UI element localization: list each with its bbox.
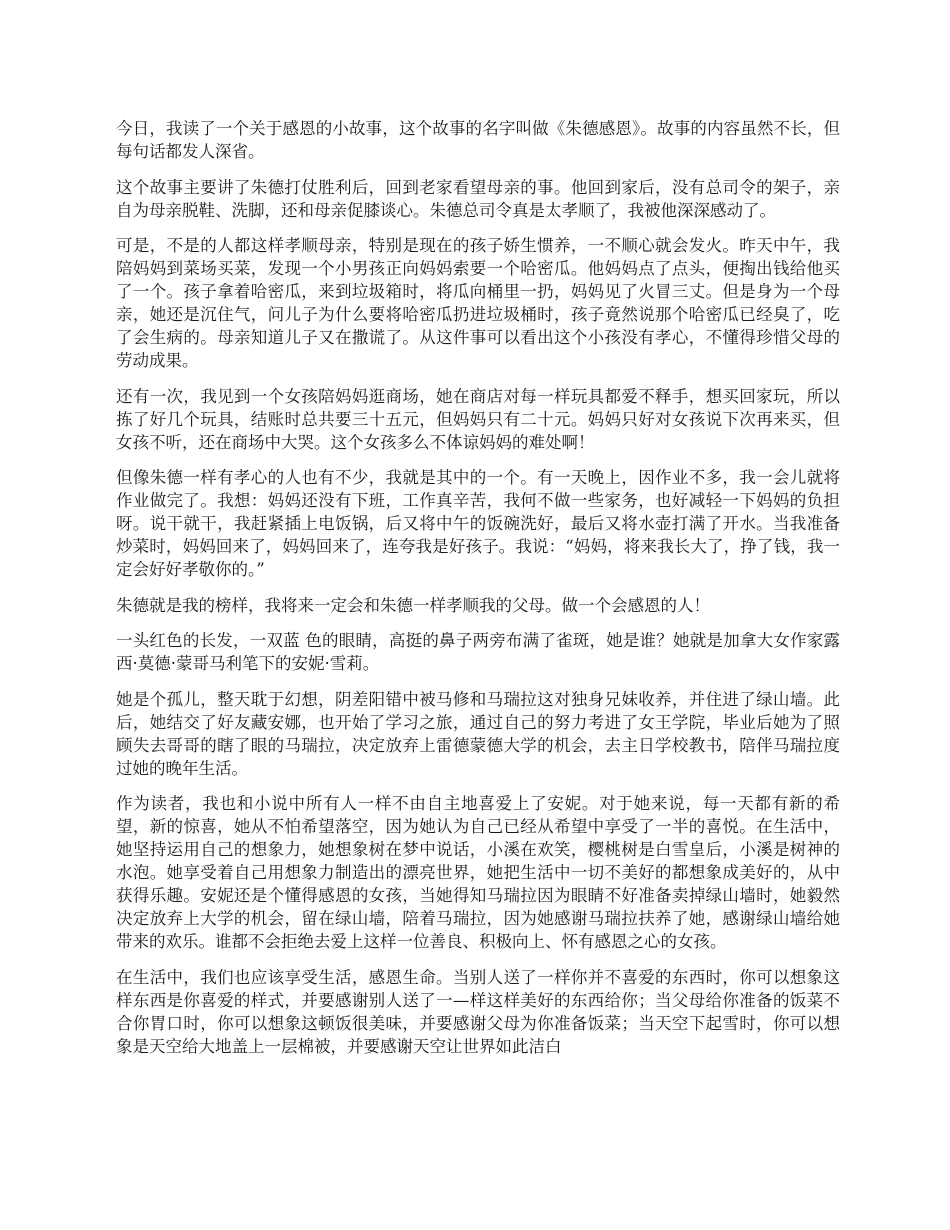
paragraph-9: 作为读者，我也和小说中所有人一样不由自主地喜爱上了安妮。对于她来说，每一天都有新的希望，新的惊喜，她从不怕希望落空，因为她认为自己已经从希望中享受了一半的喜悦。在生活中，她坚持运用自己的想象力，她想象树在梦中说话，小溪在欢笑，樱桃树是白雪皇后，小溪是树神的水泡。她享受着自己用想象力制造出的漂亮世界，她把生活中一切不美好的都想象成美好的，从中获得乐趣。安妮还是个懂得感恩的女孩，当她得知马瑞拉因为眼睛不好准备卖掉绿山墙时，她毅然决定放弃上大学的机会，留在绿山墙，陪着马瑞拉，因为她感谢马瑞拉扶养了她，感谢绿山墙给她带来的欢乐。谁都不会拒绝去爱上这样一位善良、积极向上、怀有感恩之心的女孩。 — [116, 794, 840, 951]
paragraph-8: 她是个孤儿，整天耽于幻想，阴差阳错中被马修和马瑞拉这对独身兄妹收养，并住进了绿山墙。此后，她结交了好友藏安娜，也开始了学习之旅，通过自己的努力考进了女王学院，毕业后她为了照顾失去哥哥的瞎了眼的马瑞拉，决定放弃上雷德蒙德大学的机会，去主日学校教书，陪伴马瑞拉度过她的晚年生活。 — [116, 689, 840, 778]
paragraph-2: 这个故事主要讲了朱德打仗胜利后，回到老家看望母亲的事。他回到家后，没有总司令的架子，亲自为母亲脱鞋、洗脚，还和母亲促膝谈心。朱德总司令真是太孝顺了，我被他深深感动了。 — [116, 177, 840, 220]
paragraph-1: 今日，我读了一个关于感恩的小故事，这个故事的名字叫做《朱德感恩》。故事的内容虽然不长，但每句话都发人深省。 — [116, 119, 840, 161]
paragraph-3: 可是，不是的人都这样孝顺母亲，特别是现在的孩子娇生惯养，一不顺心就会发火。昨天中午，我陪妈妈到菜场买菜，发现一个小男孩正向妈妈索要一个哈密瓜。他妈妈点了点头，便掏出钱给他买了一个。孩子拿着哈密瓜，来到垃圾箱时，将瓜向桶里一扔，妈妈见了火冒三丈。但是身为一个母亲，她还是沉住气，问儿子为什么要将哈密瓜扔进垃圾桶时，孩子竟然说那个哈密瓜已经臭了，吃了会生病的。母亲知道儿子又在撒谎了。从这件事可以看出这个小孩没有孝心，不懂得珍惜父母的劳动成果。 — [116, 236, 840, 370]
paragraph-6: 朱德就是我的榜样，我将来一定会和朱德一样孝顺我的父母。做一个会感恩的人！ — [116, 595, 710, 615]
paragraph-5: 但像朱德一样有孝心的人也有不少，我就是其中的一个。有一天晚上，因作业不多，我一会儿就将作业做完了。我想：妈妈还没有下班，工作真辛苦，我何不做一些家务，也好减轻一下妈妈的负担呀。说干就干，我赶紧插上电饭锅，后又将中午的饭碗洗好，最后又将水壶打满了开水。当我准备炒菜时，妈妈回来了，妈妈回来了，连夸我是好孩子。我说：“妈妈，将来我长大了，挣了钱，我一定会好好孝敬你的。” — [116, 468, 840, 579]
document-page — [116, 117, 840, 1070]
paragraph-7: 一头红色的长发，一双蓝 色的眼睛，高挺的鼻子两旁布满了雀斑，她是谁？她就是加拿大女作家露西·莫德·蒙哥马利笔下的安妮·雪莉。 — [116, 631, 840, 673]
paragraph-4: 还有一次，我见到一个女孩陪妈妈逛商场，她在商店对每一样玩具都爱不释手，想买回家玩，所以拣了好几个玩具，结账时总共要三十五元，但妈妈只有二十元。妈妈只好对女孩说下次再来买，但女孩不听，还在商场中大哭。这个女孩多么不体谅妈妈的难处啊！ — [116, 386, 840, 452]
paragraph-10: 在生活中，我们也应该享受生活，感恩生命。当别人送了一样你并不喜爱的东西时，你可以想象这样东西是你喜爱的样式，并要感谢别人送了一—样这样美好的东西给你；当父母给你准备的饭菜不合你胃口时，你可以想象这顿饭很美味，并要感谢父母为你准备饭菜；当天空下起雪时，你可以想象是天空给大地盖上一层棉被，并要感谢天空让世界如此洁白 — [116, 967, 840, 1056]
